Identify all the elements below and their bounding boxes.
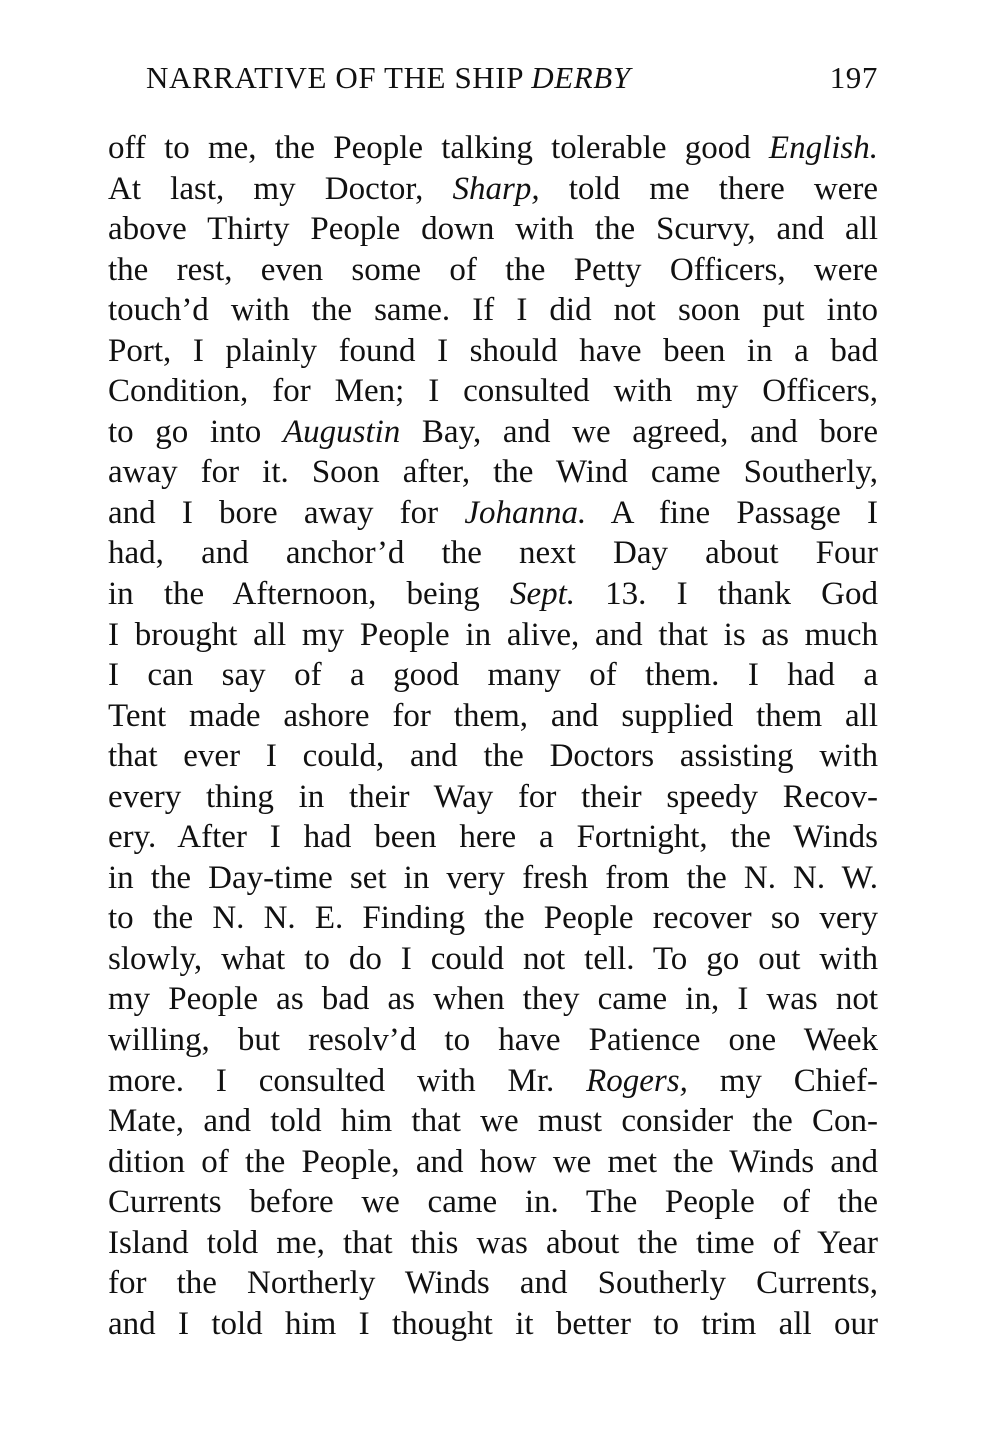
text-run: to go into (108, 413, 283, 450)
text-run: I brought all my People in alive, and that is as much (108, 616, 878, 653)
italic-text: English. (768, 130, 878, 166)
text-run: had, and anchor’d the next Day about Four (108, 535, 878, 572)
text-line (108, 169, 878, 210)
italic-text: Augustin (282, 413, 401, 450)
text-line (108, 493, 878, 534)
text-line (108, 290, 878, 331)
text-run: my People as bad as when they came in, I was not (108, 981, 878, 1018)
text-line (108, 817, 878, 858)
text-line (108, 615, 878, 656)
text-run: more. I consulted with Mr. (108, 1062, 587, 1099)
text-run: the rest, even some of the Petty Officers, were (108, 251, 878, 288)
text-run: Port, I plainly found I should have been in a bad (108, 332, 878, 369)
running-head (146, 56, 878, 100)
text-line (108, 696, 878, 737)
text-run: off to me, the People talking tolerable good (108, 130, 769, 166)
text-line (108, 939, 878, 980)
text-line (108, 331, 878, 372)
text-run: and I told him I thought it better to trim all our (108, 1305, 878, 1342)
text-run: slowly, what to do I could not tell. To go out with (108, 940, 878, 977)
text-run: in the Day-time set in very fresh from the N. N. W. (108, 859, 878, 896)
text-run: my Chief- (687, 1062, 878, 1099)
text-run: and I bore away for (108, 494, 465, 531)
text-run: A fine Passage I (586, 494, 878, 531)
text-run: Mate, and told him that we must consider the Con- (108, 1103, 878, 1140)
body-text (108, 128, 878, 1344)
text-run: every thing in their Way for their speedy Recov- (108, 778, 878, 815)
text-run: away for it. Soon after, the Wind came Southerly, (108, 454, 878, 491)
text-line (108, 1061, 878, 1102)
text-run: Tent made ashore for them, and supplied them all (108, 697, 878, 734)
text-run: Bay, and we agreed, and bore (400, 413, 878, 450)
text-line (108, 736, 878, 777)
page-number: 197 (829, 60, 878, 95)
text-line (108, 1263, 878, 1304)
text-run: in the Afternoon, being (108, 576, 510, 613)
text-line (108, 1304, 878, 1345)
text-line (108, 1223, 878, 1264)
italic-text: Sharp, (452, 170, 540, 207)
text-line (108, 1020, 878, 1061)
text-line (108, 979, 878, 1020)
text-run: ery. After I had been here a Fortnight, the Winds (108, 819, 878, 856)
text-line (108, 898, 878, 939)
text-line (108, 371, 878, 412)
text-line (108, 412, 878, 453)
running-title-ship-name: DERBY (531, 60, 631, 95)
text-line (108, 533, 878, 574)
text-run: At last, my Doctor, (108, 170, 453, 207)
text-line (108, 574, 878, 615)
italic-text: Johanna. (464, 494, 587, 531)
text-run: I can say of a good many of them. I had a (108, 657, 878, 694)
text-line (108, 209, 878, 250)
italic-text: Rogers, (586, 1062, 688, 1099)
text-line (108, 128, 878, 169)
text-run: Currents before we came in. The People of the (108, 1184, 878, 1221)
text-run: to the N. N. E. Finding the People recover so very (108, 900, 878, 937)
text-line (108, 1101, 878, 1142)
text-line (108, 655, 878, 696)
text-run: touch’d with the same. If I did not soon put into (108, 292, 878, 329)
text-run: 13. I thank God (575, 576, 879, 613)
text-run: dition of the People, and how we met the Winds and (108, 1143, 878, 1180)
running-title-prefix: NARRATIVE OF THE SHIP (146, 60, 532, 95)
text-line (108, 1142, 878, 1183)
italic-text: Sept. (509, 576, 576, 613)
text-run: willing, but resolv’d to have Patience one Week (108, 1022, 878, 1059)
text-line (108, 250, 878, 291)
running-title (146, 56, 631, 100)
text-run: Island told me, that this was about the time of Year (108, 1224, 878, 1261)
text-line (108, 858, 878, 899)
text-line (108, 1182, 878, 1223)
text-run: for the Northerly Winds and Southerly Currents, (108, 1265, 878, 1302)
text-run: told me there were (539, 170, 878, 207)
text-run: that ever I could, and the Doctors assisting with (108, 738, 878, 775)
text-line (108, 452, 878, 493)
text-run: above Thirty People down with the Scurvy, and all (108, 211, 878, 248)
text-line (108, 777, 878, 818)
text-run: Condition, for Men; I consulted with my Officers, (108, 373, 878, 410)
